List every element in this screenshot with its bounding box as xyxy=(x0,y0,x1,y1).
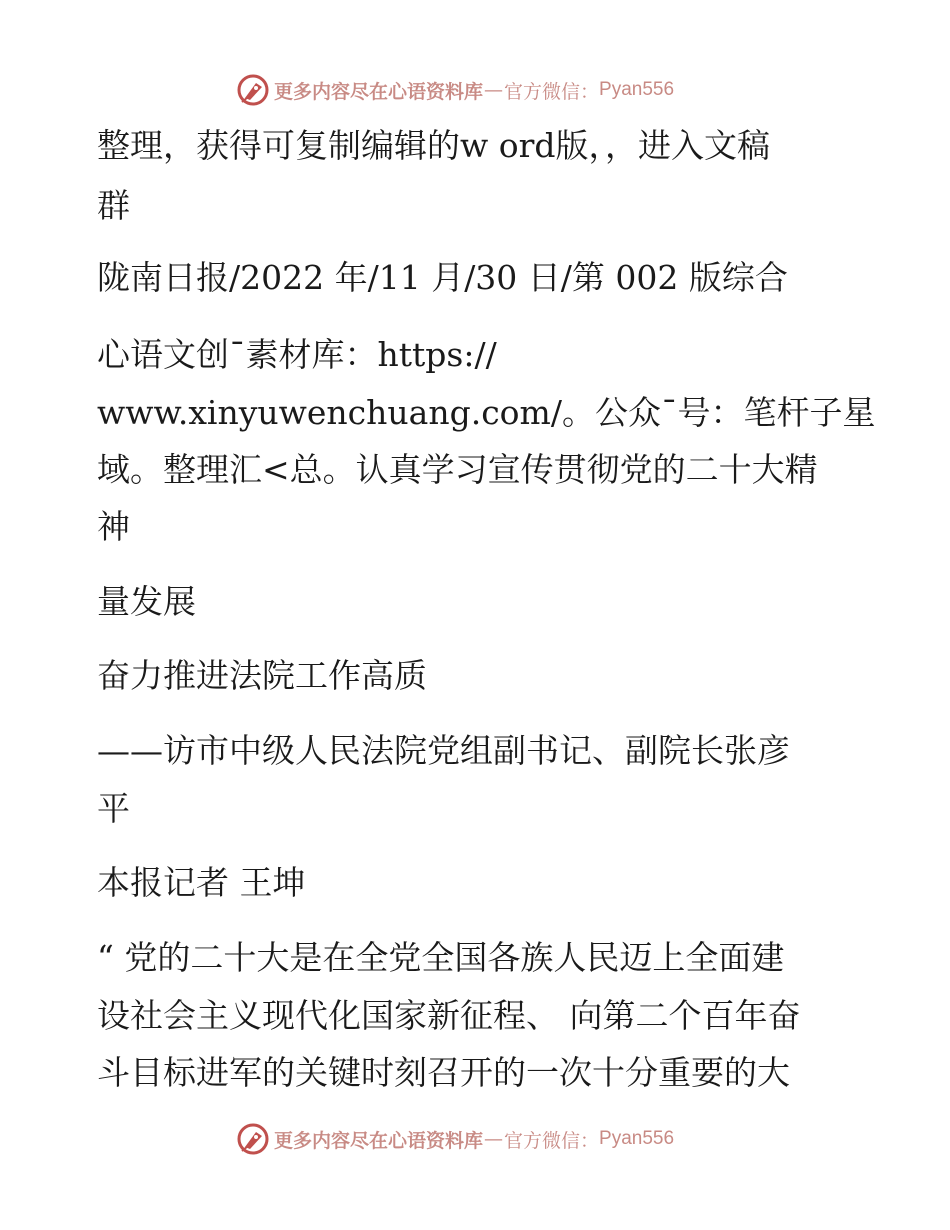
pen-nib-circle-icon xyxy=(236,73,270,107)
text-line: 群 xyxy=(97,186,130,225)
watermark-dash: — xyxy=(484,1128,504,1150)
text-line: 设社会主义现代化国家新征程、 向第二个百年奋 xyxy=(97,996,801,1035)
text-line: 斗目标进军的关键时刻召开的一次十分重要的大 xyxy=(97,1053,790,1092)
header-watermark xyxy=(236,72,674,108)
watermark-brand: 更多内容尽在心语资料库 xyxy=(274,1129,484,1152)
text-line: www.xinyuwenchuang.com/。公众¯号：笔杆子星 xyxy=(97,393,876,432)
watermark-wechat-id: Pyan556 xyxy=(599,79,675,100)
text-line: 量发展 xyxy=(97,582,196,621)
pen-nib-circle-icon xyxy=(236,1122,270,1156)
watermark-dash: — xyxy=(484,79,504,101)
text-line: “ 党的二十大是在全党全国各族人民迈上全面建 xyxy=(97,938,785,977)
watermark-wechat-id: Pyan556 xyxy=(599,1128,675,1149)
text-line: 平 xyxy=(97,789,130,828)
watermark-official: 官方微信： xyxy=(504,80,600,103)
text-line: 整理，获得可复制编辑的w ord版，，进入文稿 xyxy=(97,126,771,165)
watermark-brand: 更多内容尽在心语资料库 xyxy=(274,80,484,103)
watermark-official: 官方微信： xyxy=(504,1129,600,1152)
text-line: 陇南日报/2022 年/11 月/30 日/第 002 版综合 xyxy=(97,258,788,297)
footer-watermark xyxy=(236,1121,674,1157)
text-line: 神 xyxy=(97,507,130,546)
text-line: 心语文创¯素材库：https:// xyxy=(97,335,497,374)
text-line: 域。整理汇<总。认真学习宣传贯彻党的二十大精 xyxy=(97,450,818,489)
text-line: 本报记者 王坤 xyxy=(97,863,306,902)
text-line: ——访市中级人民法院党组副书记、副院长张彦 xyxy=(97,731,790,770)
text-line: 奋力推进法院工作高质 xyxy=(97,656,427,695)
